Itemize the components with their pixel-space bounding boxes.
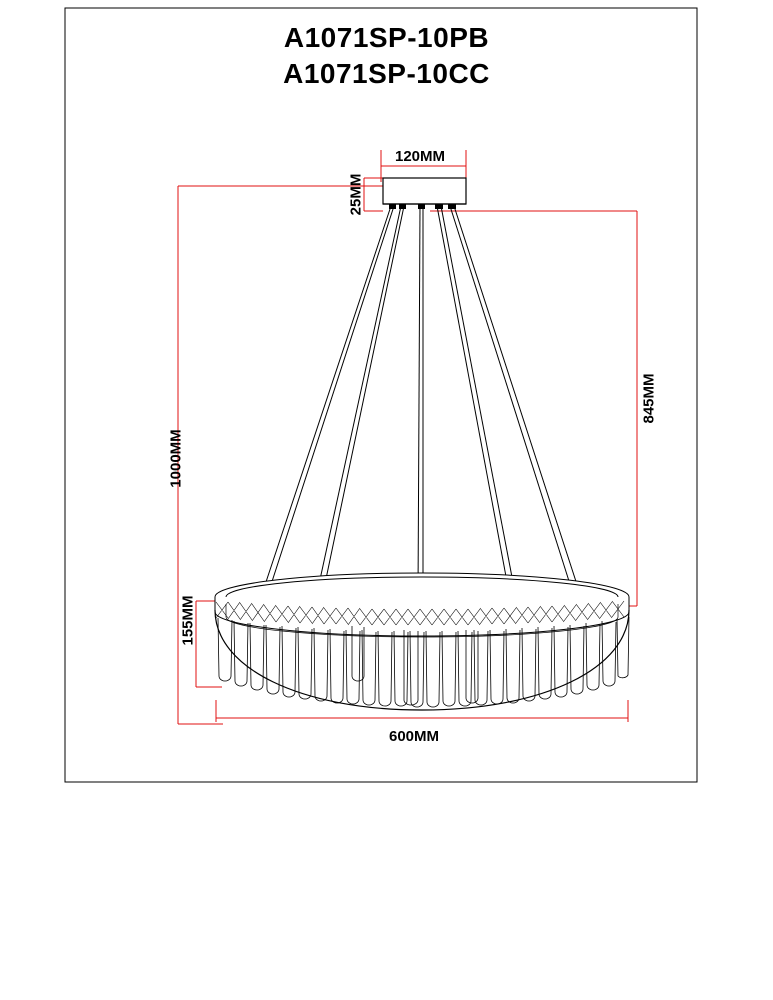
crystal-ring-shade	[215, 573, 629, 710]
dimension-label-shade-height: 155MM	[179, 595, 197, 646]
suspension-cables	[260, 204, 582, 600]
drawing-border	[65, 8, 697, 782]
model-code-primary: A1071SP-10PB	[283, 22, 490, 53]
dimension-label-shade-diameter: 600MM	[389, 728, 440, 745]
model-code-secondary: A1071SP-10CC	[283, 57, 490, 89]
ceiling-canopy	[383, 178, 466, 204]
dimension-label-suspension-height: 845MM	[640, 373, 658, 424]
dimension-label-canopy-height: 25MM	[347, 173, 365, 216]
dimension-label-total-height: 1000MM	[167, 429, 185, 488]
dimension-label-canopy-width: 120MM	[395, 148, 446, 165]
